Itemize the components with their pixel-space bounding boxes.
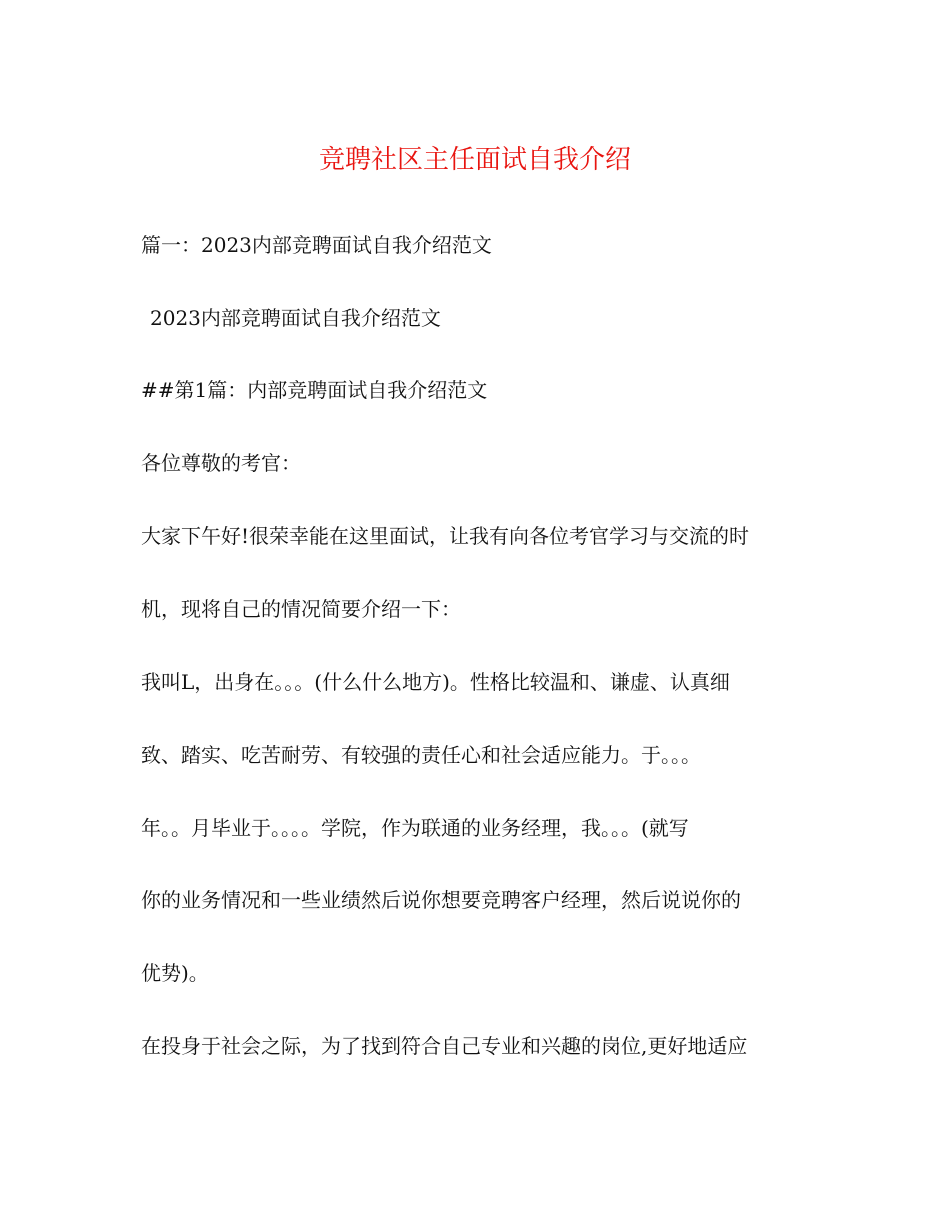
paragraph-line: 你的业务情况和一些业绩然后说你想要竞聘客户经理，然后说说你的	[141, 888, 741, 912]
paragraph-line: 机，现将自己的情况简要介绍一下：	[141, 597, 461, 621]
article-heading: ##第1篇：内部竞聘面试自我介绍范文	[141, 378, 488, 402]
paragraph-line: 我叫L，出身在。。。(什么什么地方)。性格比较温和、谦虚、认真细	[141, 670, 730, 694]
paragraph-line: 优势)。	[141, 961, 209, 985]
paragraph-line: 在投身于社会之际，为了找到符合自己专业和兴趣的岗位,更好地适应	[141, 1034, 748, 1058]
document-title: 竞聘社区主任面试自我介绍	[318, 145, 631, 175]
paragraph-line: 大家下午好!很荣幸能在这里面试，让我有向各位考官学习与交流的时	[141, 524, 750, 548]
subheading: 2023内部竞聘面试自我介绍范文	[150, 306, 441, 330]
section-heading: 篇一：2023内部竞聘面试自我介绍范文	[141, 233, 492, 257]
salutation: 各位尊敬的考官：	[141, 451, 301, 475]
paragraph-line: 年。。月毕业于。。。。学院，作为联通的业务经理，我。。。(就写	[141, 816, 689, 840]
paragraph-line: 致、踏实、吃苦耐劳、有较强的责任心和社会适应能力。于。。。	[141, 743, 701, 767]
